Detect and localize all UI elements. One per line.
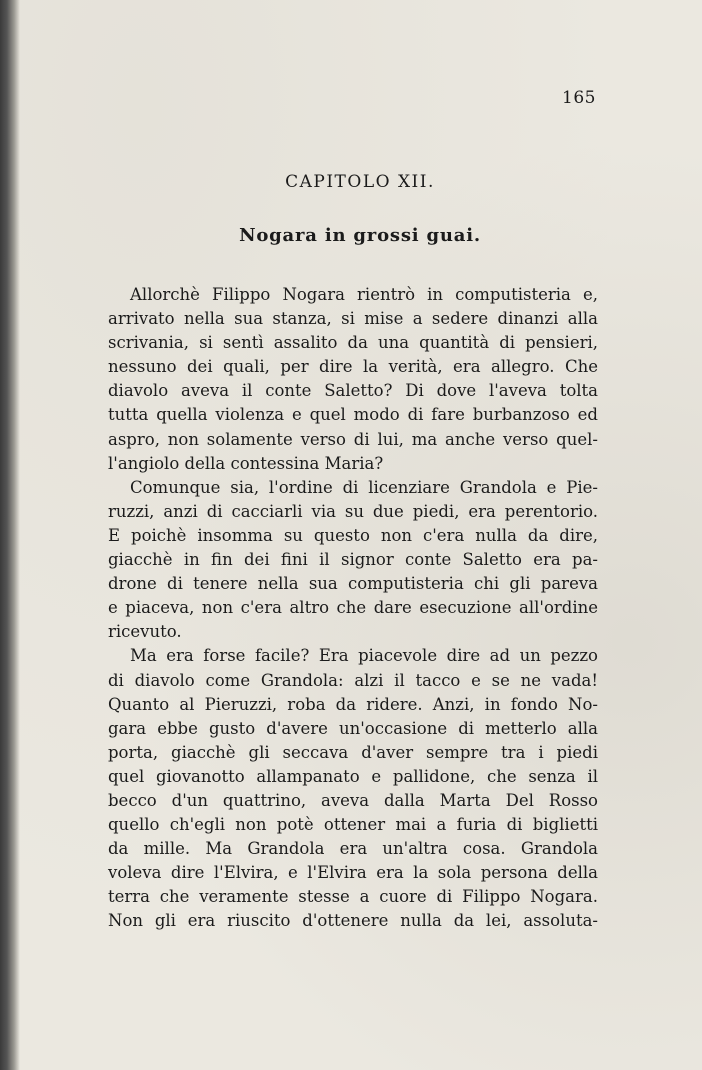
text-line: E poichè insomma su questo non c'era nulla da dire, xyxy=(108,525,598,545)
text-line: Comunque sia, l'ordine di licenziare Grandola e Pie- xyxy=(130,477,598,497)
text-line: voleva dire l'Elvira, e l'Elvira era la sola persona della xyxy=(108,863,598,883)
text-line: drone di tenere nella sua computisteria chi gli pareva xyxy=(108,574,598,594)
body-text xyxy=(108,283,598,934)
text-line: scrivania, si sentì assalito da una quantità di pensieri, xyxy=(108,333,598,353)
chapter-heading: CAPITOLO XII. xyxy=(285,172,435,192)
text-line: porta, giacchè gli seccava d'aver sempre tra i piedi xyxy=(108,742,598,762)
text-line: da mille. Ma Grandola era un'altra cosa. Grandola xyxy=(108,839,598,859)
text-line: aspro, non solamente verso di lui, ma anche verso quel- xyxy=(108,429,598,449)
text-line: arrivato nella sua stanza, si mise a sedere dinanzi alla xyxy=(108,309,598,329)
page-number: 165 xyxy=(562,88,596,108)
chapter-title: Nogara in grossi guai. xyxy=(239,225,481,246)
text-line: l'angiolo della contessina Maria? xyxy=(108,453,384,473)
book-spine-shadow xyxy=(0,0,20,1070)
text-line: terra che veramente stesse a cuore di Filippo Nogara. xyxy=(108,887,598,907)
text-line: gara ebbe gusto d'avere un'occasione di metterlo alla xyxy=(108,718,598,738)
text-line: Non gli era riuscito d'ottenere nulla da lei, assoluta- xyxy=(108,911,598,931)
text-line: quel giovanotto allampanato e pallidone, che senza il xyxy=(108,766,598,786)
text-line: giacchè in fin dei fini il signor conte Saletto era pa- xyxy=(108,550,598,570)
text-line: quello ch'egli non potè ottener mai a furia di biglietti xyxy=(108,815,598,835)
text-line: nessuno dei quali, per dire la verità, era allegro. Che xyxy=(108,357,598,377)
text-line: Quanto al Pieruzzi, roba da ridere. Anzi, in fondo No- xyxy=(108,694,598,714)
text-line: di diavolo come Grandola: alzi il tacco e se ne vada! xyxy=(108,670,598,690)
text-line: Allorchè Filippo Nogara rientrò in computisteria e, xyxy=(130,285,598,304)
text-line: diavolo aveva il conte Saletto? Di dove l'aveva tolta xyxy=(108,381,598,401)
text-line: ruzzi, anzi di cacciarli via su due piedi, era perentorio. xyxy=(108,501,598,521)
text-line: becco d'un quattrino, aveva dalla Marta Del Rosso xyxy=(108,790,598,810)
text-line: tutta quella violenza e quel modo di fare burbanzoso ed xyxy=(108,405,598,425)
text-line: Ma era forse facile? Era piacevole dire ad un pezzo xyxy=(130,646,598,666)
text-line: e piaceva, non c'era altro che dare esecuzione all'ordine xyxy=(108,598,598,618)
text-line: ricevuto. xyxy=(108,622,182,642)
